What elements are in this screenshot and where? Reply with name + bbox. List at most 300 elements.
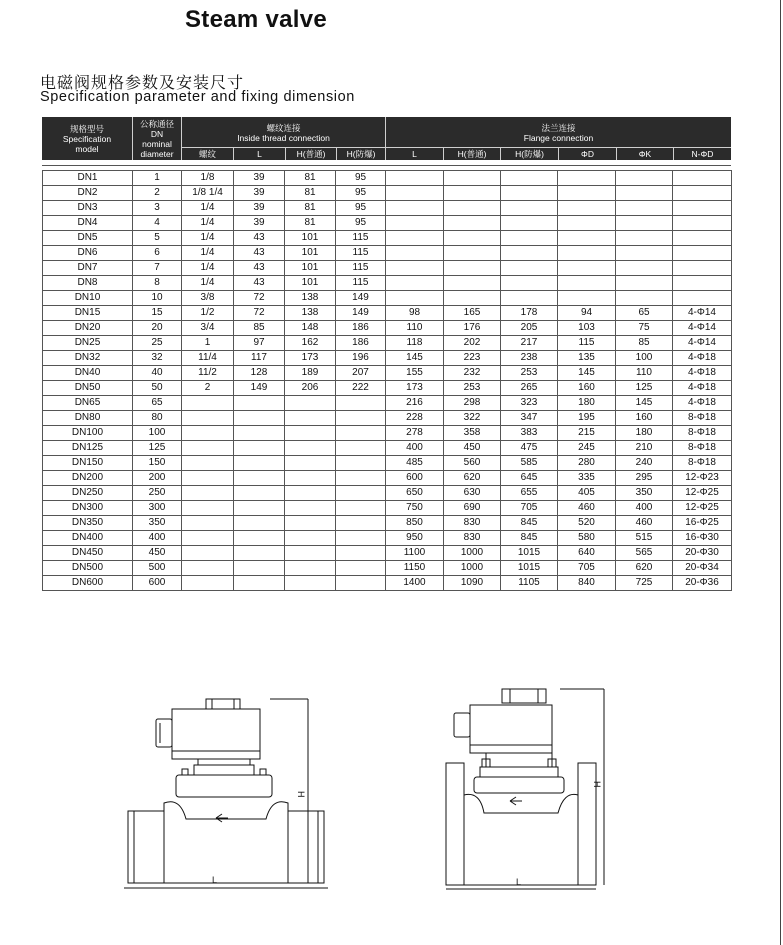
table-cell: 705 (501, 501, 558, 516)
table-cell (336, 516, 386, 531)
table-cell (616, 171, 673, 186)
table-cell: 3/4 (182, 321, 234, 336)
table-cell (285, 486, 336, 501)
flange-dim-L: L (516, 877, 522, 887)
table-cell: 8-Φ18 (673, 441, 732, 456)
table-cell: 1/8 (182, 171, 234, 186)
subtitle-chinese: 电磁阀规格参数及安装尺寸 (40, 73, 245, 92)
table-cell: 115 (336, 261, 386, 276)
table-cell: 245 (558, 441, 616, 456)
table-cell: 223 (444, 351, 501, 366)
table-cell: 215 (558, 426, 616, 441)
table-cell: 100 (133, 426, 182, 441)
table-cell: 515 (616, 531, 673, 546)
table-cell (336, 486, 386, 501)
table-cell: 475 (501, 441, 558, 456)
table-row (43, 276, 732, 291)
table-cell: 1/8 1/4 (182, 186, 234, 201)
header-flange (386, 119, 731, 147)
spec-table (42, 170, 732, 591)
table-cell: 180 (558, 396, 616, 411)
table-cell: 210 (616, 441, 673, 456)
table-cell: 650 (386, 486, 444, 501)
table-cell: 149 (336, 306, 386, 321)
table-cell: 400 (133, 531, 182, 546)
table-row (43, 531, 732, 546)
table-cell (182, 486, 234, 501)
table-cell: 520 (558, 516, 616, 531)
table-cell: DN1 (43, 171, 133, 186)
table-cell: 20-Φ34 (673, 561, 732, 576)
table-cell (616, 216, 673, 231)
table-cell (234, 546, 285, 561)
table-cell: DN7 (43, 261, 133, 276)
table-cell (444, 171, 501, 186)
table-cell (444, 186, 501, 201)
table-cell: 950 (386, 531, 444, 546)
table-row (43, 381, 732, 396)
table-cell (285, 501, 336, 516)
table-cell: 148 (285, 321, 336, 336)
table-cell: 81 (285, 216, 336, 231)
table-cell: 101 (285, 246, 336, 261)
table-cell (234, 411, 285, 426)
table-cell: 228 (386, 411, 444, 426)
table-cell: 630 (444, 486, 501, 501)
table-cell: 103 (558, 321, 616, 336)
table-cell: 12-Φ25 (673, 486, 732, 501)
header-flange-sub: L (412, 148, 417, 159)
table-cell: 196 (336, 351, 386, 366)
table-cell: 39 (234, 171, 285, 186)
table-cell (673, 171, 732, 186)
table-cell: 195 (558, 411, 616, 426)
table-cell: 81 (285, 201, 336, 216)
table-cell: 138 (285, 291, 336, 306)
table-cell (336, 456, 386, 471)
table-cell: 840 (558, 576, 616, 591)
table-cell (673, 201, 732, 216)
table-cell (234, 486, 285, 501)
table-cell (501, 186, 558, 201)
table-row (43, 231, 732, 246)
header-thread (182, 119, 385, 147)
table-cell: 335 (558, 471, 616, 486)
table-cell: 160 (558, 381, 616, 396)
table-cell: 620 (444, 471, 501, 486)
table-cell: DN65 (43, 396, 133, 411)
table-cell (234, 441, 285, 456)
table-cell: 20-Φ30 (673, 546, 732, 561)
table-cell (234, 516, 285, 531)
table-cell: 81 (285, 186, 336, 201)
page-title: Steam valve (185, 6, 328, 33)
table-cell (336, 426, 386, 441)
table-cell (444, 276, 501, 291)
table-cell (182, 561, 234, 576)
table-cell: DN5 (43, 231, 133, 246)
table-cell: 65 (616, 306, 673, 321)
table-cell (234, 471, 285, 486)
table-cell: 4-Φ18 (673, 396, 732, 411)
table-row (43, 426, 732, 441)
table-cell: 16-Φ30 (673, 531, 732, 546)
table-cell (336, 576, 386, 591)
table-cell (336, 546, 386, 561)
table-cell: 4-Φ14 (673, 336, 732, 351)
header-flange-sub: N-ΦD (691, 148, 714, 159)
table-cell: DN450 (43, 546, 133, 561)
table-cell: 155 (386, 366, 444, 381)
table-cell (285, 441, 336, 456)
table-cell: 186 (336, 321, 386, 336)
table-row (43, 291, 732, 306)
table-header (42, 117, 731, 160)
table-cell: 100 (616, 351, 673, 366)
table-cell (285, 426, 336, 441)
table-cell: 725 (616, 576, 673, 591)
table-cell (182, 411, 234, 426)
table-cell: 118 (386, 336, 444, 351)
table-cell: 645 (501, 471, 558, 486)
table-cell: 216 (386, 396, 444, 411)
table-cell: 250 (133, 486, 182, 501)
table-cell: 1/4 (182, 216, 234, 231)
table-cell (558, 276, 616, 291)
table-cell: DN3 (43, 201, 133, 216)
table-cell (673, 186, 732, 201)
table-row (43, 486, 732, 501)
table-row (43, 561, 732, 576)
table-cell (336, 501, 386, 516)
table-cell: 1/4 (182, 276, 234, 291)
table-cell: 95 (336, 216, 386, 231)
table-cell: DN8 (43, 276, 133, 291)
table-cell (558, 171, 616, 186)
table-cell: DN100 (43, 426, 133, 441)
table-cell (285, 531, 336, 546)
table-cell: 1105 (501, 576, 558, 591)
table-cell (444, 291, 501, 306)
table-cell: 128 (234, 366, 285, 381)
table-cell: 138 (285, 306, 336, 321)
table-cell: 117 (234, 351, 285, 366)
table-cell (234, 531, 285, 546)
table-cell: 8-Φ18 (673, 411, 732, 426)
table-cell (444, 246, 501, 261)
table-cell: 165 (444, 306, 501, 321)
table-row (43, 411, 732, 426)
table-row (43, 351, 732, 366)
table-cell: 85 (234, 321, 285, 336)
table-cell (285, 456, 336, 471)
table-cell (501, 216, 558, 231)
table-cell: 97 (234, 336, 285, 351)
table-cell: 11/2 (182, 366, 234, 381)
table-cell: 125 (133, 441, 182, 456)
table-cell: 1015 (501, 561, 558, 576)
table-cell: DN150 (43, 456, 133, 471)
table-cell: 180 (616, 426, 673, 441)
table-cell (182, 501, 234, 516)
table-cell (558, 246, 616, 261)
header-model-en2: model (75, 143, 99, 154)
table-cell: 98 (386, 306, 444, 321)
table-cell (285, 561, 336, 576)
table-cell: 16-Φ25 (673, 516, 732, 531)
table-cell: DN40 (43, 366, 133, 381)
table-cell (336, 396, 386, 411)
table-cell: 95 (336, 171, 386, 186)
table-cell: 322 (444, 411, 501, 426)
table-cell: 300 (133, 501, 182, 516)
table-cell: 43 (234, 276, 285, 291)
header-flange-sub: ΦK (638, 148, 652, 159)
table-cell: 4-Φ18 (673, 366, 732, 381)
table-cell: DN500 (43, 561, 133, 576)
header-thread-sub: 螺纹 (198, 148, 216, 159)
table-cell: 4 (133, 216, 182, 231)
table-row (43, 396, 732, 411)
table-cell: 178 (501, 306, 558, 321)
table-cell: 690 (444, 501, 501, 516)
table-cell: 265 (501, 381, 558, 396)
table-cell: DN400 (43, 531, 133, 546)
table-cell: 40 (133, 366, 182, 381)
table-cell: 15 (133, 306, 182, 321)
table-cell: 65 (133, 396, 182, 411)
table-cell: DN50 (43, 381, 133, 396)
table-cell: DN250 (43, 486, 133, 501)
table-cell (501, 171, 558, 186)
table-cell: 207 (336, 366, 386, 381)
table-cell (182, 441, 234, 456)
table-cell: DN300 (43, 501, 133, 516)
table-row (43, 171, 732, 186)
table-cell (673, 216, 732, 231)
table-cell: 94 (558, 306, 616, 321)
header-thread-sub: H(普通) (296, 148, 326, 159)
table-cell (285, 396, 336, 411)
table-cell (386, 201, 444, 216)
table-cell: 32 (133, 351, 182, 366)
table-cell: 25 (133, 336, 182, 351)
table-cell (501, 231, 558, 246)
header-flange-en: Flange connection (523, 133, 594, 143)
table-cell: 81 (285, 171, 336, 186)
table-cell: 655 (501, 486, 558, 501)
table-cell: 217 (501, 336, 558, 351)
table-cell (501, 201, 558, 216)
table-cell: 1/4 (182, 246, 234, 261)
table-cell: 253 (444, 381, 501, 396)
table-cell: 845 (501, 531, 558, 546)
table-cell (336, 411, 386, 426)
header-dn (133, 117, 181, 160)
table-row (43, 546, 732, 561)
table-cell: 830 (444, 531, 501, 546)
table-cell: 176 (444, 321, 501, 336)
header-dn-en2: nominal (142, 138, 172, 149)
table-cell: 460 (616, 516, 673, 531)
table-cell: 115 (336, 231, 386, 246)
table-cell: 20 (133, 321, 182, 336)
table-cell: DN25 (43, 336, 133, 351)
header-flange-cn: 法兰连接 (541, 123, 576, 133)
table-cell (616, 231, 673, 246)
table-cell: 3 (133, 201, 182, 216)
table-cell: 12-Φ23 (673, 471, 732, 486)
table-cell (182, 546, 234, 561)
table-cell: 101 (285, 261, 336, 276)
table-cell (444, 231, 501, 246)
table-row (43, 306, 732, 321)
table-cell: 485 (386, 456, 444, 471)
table-cell: 149 (234, 381, 285, 396)
table-cell: DN15 (43, 306, 133, 321)
table-cell: 110 (386, 321, 444, 336)
table-cell: 620 (616, 561, 673, 576)
table-cell: 206 (285, 381, 336, 396)
table-cell (616, 201, 673, 216)
table-cell: 145 (558, 366, 616, 381)
table-cell (336, 531, 386, 546)
table-cell (234, 561, 285, 576)
table-cell: 298 (444, 396, 501, 411)
table-cell: 202 (444, 336, 501, 351)
table-cell (234, 426, 285, 441)
table-cell: 50 (133, 381, 182, 396)
table-row (43, 441, 732, 456)
table-cell (673, 276, 732, 291)
table-cell: 560 (444, 456, 501, 471)
table-cell (558, 231, 616, 246)
table-cell: 39 (234, 186, 285, 201)
table-cell (386, 276, 444, 291)
table-cell (386, 246, 444, 261)
table-cell: DN20 (43, 321, 133, 336)
table-cell: 186 (336, 336, 386, 351)
table-cell: 1150 (386, 561, 444, 576)
table-cell (616, 276, 673, 291)
header-model-en1: Specification (62, 133, 112, 144)
table-row (43, 201, 732, 216)
table-cell: 500 (133, 561, 182, 576)
table-row (43, 576, 732, 591)
table-cell: 323 (501, 396, 558, 411)
table-row (43, 516, 732, 531)
table-cell (182, 531, 234, 546)
table-cell: 383 (501, 426, 558, 441)
table-cell: 110 (616, 366, 673, 381)
table-cell (285, 576, 336, 591)
table-cell (501, 261, 558, 276)
table-cell: 358 (444, 426, 501, 441)
table-cell (558, 291, 616, 306)
table-cell: DN32 (43, 351, 133, 366)
header-flange-sub: H(普通) (457, 148, 487, 159)
table-row (43, 501, 732, 516)
table-cell: DN10 (43, 291, 133, 306)
table-cell: 640 (558, 546, 616, 561)
table-cell: 200 (133, 471, 182, 486)
header-model-cn: 规格型号 (69, 123, 104, 134)
table-row (43, 336, 732, 351)
table-cell (182, 426, 234, 441)
table-cell: 145 (616, 396, 673, 411)
table-cell: 1/4 (182, 261, 234, 276)
table-cell: 95 (336, 186, 386, 201)
table-cell: 125 (616, 381, 673, 396)
table-row (43, 366, 732, 381)
table-cell: 1090 (444, 576, 501, 591)
table-cell (234, 576, 285, 591)
table-cell (673, 291, 732, 306)
header-thread-sub: L (257, 148, 262, 159)
table-cell (386, 216, 444, 231)
subtitle-english: Specification parameter and fixing dimension (40, 89, 355, 105)
table-cell (616, 246, 673, 261)
table-cell (444, 261, 501, 276)
table-cell: 75 (616, 321, 673, 336)
table-cell: 10 (133, 291, 182, 306)
thread-valve-drawing (120, 685, 320, 890)
header-dn-en1: DN (150, 128, 164, 139)
table-cell: 232 (444, 366, 501, 381)
header-flange-sub: ΦD (581, 148, 594, 159)
flange-valve-drawing (440, 685, 610, 890)
table-cell: 238 (501, 351, 558, 366)
table-cell: 845 (501, 516, 558, 531)
table-cell (673, 231, 732, 246)
header-thread-sub: H(防爆) (346, 148, 376, 159)
table-cell: 80 (133, 411, 182, 426)
table-cell (182, 516, 234, 531)
table-cell: DN6 (43, 246, 133, 261)
table-cell (673, 261, 732, 276)
table-cell: 72 (234, 306, 285, 321)
table-cell: 1 (182, 336, 234, 351)
table-cell: 8 (133, 276, 182, 291)
table-cell: 115 (336, 246, 386, 261)
table-cell: 4-Φ18 (673, 351, 732, 366)
table-cell: 12-Φ25 (673, 501, 732, 516)
table-cell: 240 (616, 456, 673, 471)
table-cell (182, 396, 234, 411)
table-cell (501, 276, 558, 291)
table-cell (336, 471, 386, 486)
table-cell: 1/4 (182, 231, 234, 246)
table-cell: 6 (133, 246, 182, 261)
table-cell: 222 (336, 381, 386, 396)
table-cell: 7 (133, 261, 182, 276)
table-cell: 600 (386, 471, 444, 486)
table-cell: 460 (558, 501, 616, 516)
table-cell: 39 (234, 201, 285, 216)
table-cell (616, 261, 673, 276)
table-cell: DN200 (43, 471, 133, 486)
table-cell (386, 186, 444, 201)
table-cell: 205 (501, 321, 558, 336)
table-cell: 347 (501, 411, 558, 426)
table-cell: 115 (336, 276, 386, 291)
table-cell: 149 (336, 291, 386, 306)
thread-dim-H: H (296, 791, 306, 798)
table-cell (616, 291, 673, 306)
table-cell: 72 (234, 291, 285, 306)
table-cell (444, 216, 501, 231)
table-cell: 43 (234, 261, 285, 276)
